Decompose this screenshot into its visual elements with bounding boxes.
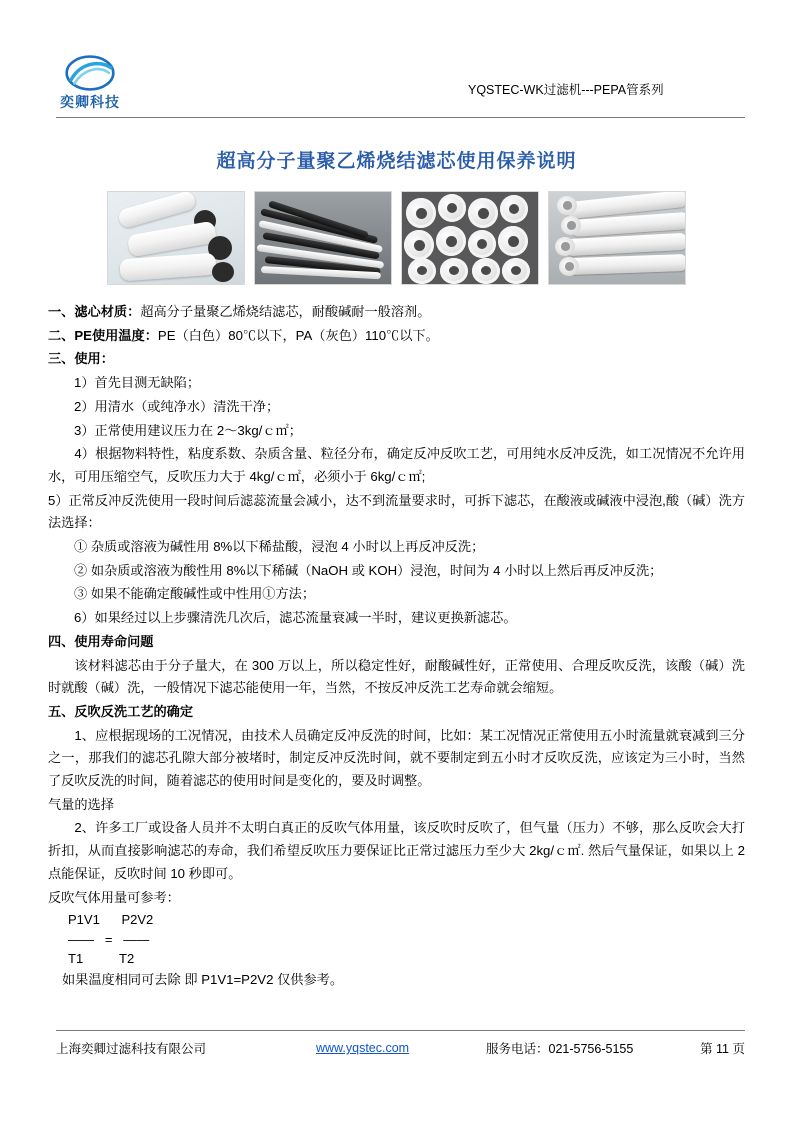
- section-3-item-5: 5）正常反冲反洗使用一段时间后滤蕊流量会减小，达不到流量要求时，可拆下滤芯，在酸液或碱液中浸泡,酸（碱）洗方法选择：: [48, 492, 745, 531]
- section-4-heading: 四、使用寿命问题: [48, 633, 154, 649]
- formula-label: 反吹气体用量可参考：: [48, 889, 180, 905]
- footer-telephone: 服务电话：021-5756-5155: [486, 1042, 634, 1056]
- header-divider: [56, 117, 745, 118]
- section-3-item-2: 2）用清水（或纯净水）清洗干净；: [74, 398, 280, 414]
- footer-company: 上海奕卿过滤科技有限公司: [56, 1042, 207, 1056]
- section-3-item-6: 6）如果经过以上步骤清洗几次后，滤芯流量衰减一半时，建议更换新滤芯。: [74, 610, 517, 626]
- section-1: [48, 301, 745, 324]
- logo-swirl-icon: [64, 54, 116, 92]
- footer-divider: [56, 1030, 745, 1031]
- section-5-air-volume-label: 气量的选择: [48, 796, 114, 812]
- formula-line-3: T1 T2: [68, 951, 135, 967]
- section-4-paragraph: 该材料滤芯由于分子量大，在 300 万以上，所以稳定性好，耐酸碱性好，正常使用、合理反吹反洗，该酸（碱）洗时就酸（碱）洗，一般情况下滤芯能使用一年，当然，不按反冲反洗工艺寿命就会缩短。: [48, 657, 745, 696]
- footer-page-number: 第 11 页: [700, 1042, 745, 1056]
- formula-note: 如果温度相同可去除 即 P1V1=P2V2 仅供参考。: [62, 971, 344, 987]
- section-3-item-5a: ① 杂质或溶液为碱性用 8%以下稀盐酸，浸泡 4 小时以上再反冲反洗；: [74, 539, 485, 555]
- section-2: [48, 325, 745, 348]
- page-title: 超高分子量聚乙烯烧结滤芯使用保养说明: [216, 151, 577, 172]
- formula-line-1: P1V1 P2V2: [68, 912, 154, 928]
- section-5-paragraph-2: 2、许多工厂或设备人员并不太明白真正的反吹气体用量，该反吹时反吹了，但气量（压力）不够，那么反吹会大打折扣，从而直接影响滤芯的寿命，我们希望反吹压力要保证比正常过滤压力至少大 2kg/ｃ㎡. 然后气量保证，如果以上 2 点能保证，反吹时间 10 秒即可。: [48, 820, 745, 881]
- company-logo: [56, 54, 168, 112]
- section-3-item-5b: ② 如杂质或溶液为酸性用 8%以下稀碱（NaOH 或 KOH）浸泡，时间为 4 小时以上然后再反冲反洗；: [74, 562, 663, 578]
- black-white-rods-photo: [254, 191, 392, 285]
- gas-law-formula: [48, 910, 745, 969]
- footer-website-link[interactable]: www.yqstec.com: [316, 1041, 410, 1055]
- white-tubes-stack-photo: [548, 191, 686, 285]
- section-5-heading: 五、反吹反洗工艺的确定: [48, 703, 194, 719]
- section-3-heading: 三、使用：: [48, 351, 114, 367]
- document-body: [48, 301, 745, 991]
- header-title: YQSTEC-WK过滤机---PEPA管系列: [468, 83, 664, 97]
- section-3-item-4: 4）根据物料特性，粘度系数、杂质含量、粒径分布，确定反冲反吹工艺，可用纯水反冲反洗，如工况情况不允许用水，可用压缩空气，反吹压力大于 4kg/ｃ㎡，必须小于 6kg/ｃ㎡;: [48, 446, 745, 484]
- image-strip: [107, 191, 687, 285]
- section-1-heading: 一、滤心材质：: [48, 304, 141, 319]
- section-2-heading: 二、PE使用温度：: [48, 327, 158, 343]
- porous-tubes-cluster-photo: [401, 191, 539, 285]
- section-3-item-3: 3）正常使用建议压力在 2～3kg/ｃ㎡；: [74, 422, 302, 438]
- page-footer: [56, 1038, 745, 1058]
- section-2-text: PE（白色）80℃以下，PA（灰色）110℃以下。: [157, 327, 439, 343]
- filter-cartridges-photo: [107, 191, 245, 285]
- section-3-item-1: 1）首先目测无缺陷；: [74, 375, 201, 391]
- formula-line-2: —— = ——: [68, 931, 150, 947]
- logo-text: 奕卿科技: [60, 94, 120, 110]
- section-5-paragraph-1: 1、应根据现场的工况情况，由技术人员确定反冲反洗的时间，比如：某工况情况正常使用五小时流量就衰减到三分之一，那我们的滤芯孔隙大部分被堵时，制定反冲反洗时间，就不要制定到五小时才反吹反洗，应该定为三小时，当然了反吹反洗的时间，随着滤芯的使用时间是变化的，要及时调整。: [48, 727, 745, 789]
- page-header: [48, 40, 745, 112]
- section-3-item-5c: ③ 如果不能确定酸碱性或中性用①方法；: [74, 586, 316, 602]
- section-1-text: 超高分子量聚乙烯烧结滤芯，耐酸碱耐一般溶剂。: [140, 304, 431, 319]
